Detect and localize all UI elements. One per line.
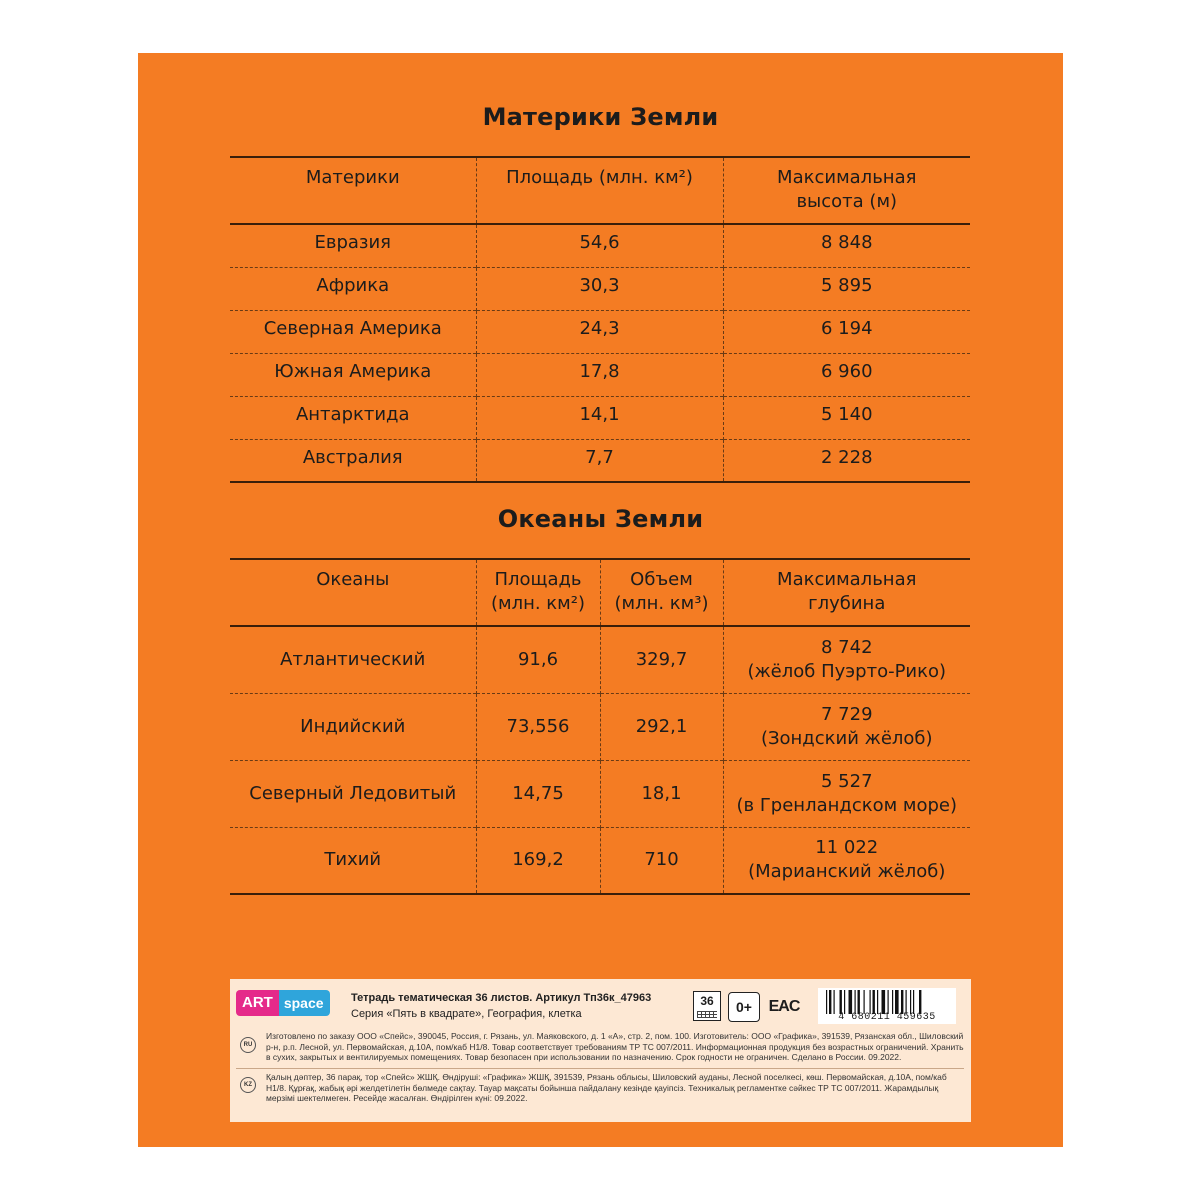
table-row bbox=[230, 693, 970, 760]
ocean-volume: 292,1 bbox=[600, 693, 723, 760]
ocean-area: 73,556 bbox=[476, 693, 600, 760]
table-row bbox=[230, 396, 970, 439]
notebook-cover bbox=[138, 53, 1063, 1147]
header-continents: Материки bbox=[305, 167, 400, 188]
continent-name: Евразия bbox=[314, 232, 392, 253]
table-row bbox=[230, 267, 970, 310]
info-text-kz: Қалың дәптер, 36 парақ, тор «Спейс» ЖШҚ. Өндіруші: «Графика» ЖШҚ, 391539, Рязань облысы, Шиловский ауданы, Лесной поселкесі, көш. Первомайская, д.10А, пом/каб Н1/8. Құрғақ, жабық әрі желдетілетін бөлмеде сақтау. Тауар мақсаты бойынша пайдалану кезінде қауіпсіз. Техникалық регламентке сәйкес ТР ТС 007/2011. Жарамдылық мерзімі шектелмеген. Ресейде жасалған. Өндірілген күні: 09.2022. bbox=[266, 1072, 947, 1103]
ocean-volume: 329,7 bbox=[600, 626, 723, 693]
continents-title: Материки Земли bbox=[482, 103, 719, 131]
header-ocean-volume: Объем (млн. км³) bbox=[600, 559, 723, 626]
continent-height: 5 140 bbox=[723, 396, 970, 439]
ocean-name: Тихий bbox=[324, 849, 382, 871]
product-label bbox=[230, 979, 971, 1122]
divider bbox=[236, 1068, 964, 1069]
ocean-depth bbox=[723, 827, 970, 894]
table-row bbox=[230, 626, 970, 693]
depth-value: 11 022 bbox=[815, 837, 879, 859]
continent-name: Австралия bbox=[302, 446, 403, 468]
ocean-volume: 710 bbox=[600, 827, 723, 894]
oceans-title: Океаны Земли bbox=[497, 505, 704, 533]
continent-height: 6 960 bbox=[723, 353, 970, 396]
continent-area: 54,6 bbox=[476, 224, 723, 267]
continent-height: 8 848 bbox=[723, 224, 970, 267]
header-max-height: Максимальная высота (м) bbox=[723, 157, 970, 224]
ocean-name: Северный Ледовитый bbox=[249, 782, 457, 804]
product-title: Тетрадь тематическая 36 листов. Артикул Тп36к_47963 bbox=[351, 992, 652, 1004]
depth-place: (Зондский жёлоб) bbox=[760, 727, 933, 749]
ocean-name: Атлантический bbox=[280, 648, 426, 670]
table-row bbox=[230, 439, 970, 482]
barcode-number: 4 680211 459635 bbox=[838, 1012, 936, 1023]
continent-name: Северная Америка bbox=[263, 317, 442, 339]
logo-space-text: space bbox=[279, 990, 330, 1016]
table-row bbox=[230, 310, 970, 353]
depth-place: (Марианский жёлоб) bbox=[748, 861, 946, 883]
continent-height: 6 194 bbox=[723, 310, 970, 353]
depth-place: (в Гренландском море) bbox=[736, 794, 958, 816]
continents-header-row bbox=[230, 157, 970, 224]
depth-value: 5 527 bbox=[820, 770, 873, 792]
ocean-area: 91,6 bbox=[476, 626, 600, 693]
ocean-name: Индийский bbox=[300, 715, 406, 737]
grid-icon bbox=[697, 1011, 717, 1018]
ocean-depth bbox=[723, 626, 970, 693]
product-series: Серия «Пять в квадрате», География, клетка bbox=[351, 1008, 582, 1020]
sheets-count-badge bbox=[693, 991, 721, 1021]
table-row bbox=[230, 353, 970, 396]
ocean-area: 169,2 bbox=[476, 827, 600, 894]
brand-logo bbox=[236, 990, 330, 1016]
continent-name: Южная Америка bbox=[274, 360, 432, 382]
sheets-count: 36 bbox=[700, 994, 714, 1008]
continent-name: Антарктида bbox=[295, 403, 410, 425]
logo-art-text: ART bbox=[236, 990, 279, 1016]
ocean-depth bbox=[723, 760, 970, 827]
ocean-volume: 18,1 bbox=[600, 760, 723, 827]
depth-value: 8 742 bbox=[820, 636, 873, 658]
info-text-ru: Изготовлено по заказу ООО «Спейс», 390045, Россия, г. Рязань, ул. Маяковского, д. 1 «А», стр. 2, пом. 100. Изготовитель: ООО «Графика», 391539, Рязанская обл., Шиловский р-н, р.п. Лесной, ул. Первомайская, д.10А, пом/каб Н1/8. Товар соответствует требованиям ТР ТС 007/2011. Информационная продукция без возрастных ограничений. Хранить в сухих, закрытых и вентилируемых помещениях. Товар безопасен при использовании по назначению. Срок годности не ограничен. Сделано в России. 09.2022. bbox=[266, 1031, 964, 1062]
header-max-depth: Максимальная глубина bbox=[723, 559, 970, 626]
barcode bbox=[818, 988, 956, 1024]
continent-area: 7,7 bbox=[476, 439, 723, 482]
continent-area: 14,1 bbox=[476, 396, 723, 439]
lang-ru-badge: RU bbox=[240, 1037, 256, 1053]
table-row bbox=[230, 827, 970, 894]
continent-height: 5 895 bbox=[723, 267, 970, 310]
continent-area: 30,3 bbox=[476, 267, 723, 310]
oceans-header-row bbox=[230, 559, 970, 626]
header-area: Площадь (млн. км²) bbox=[476, 157, 723, 224]
continent-height: 2 228 bbox=[723, 439, 970, 482]
ocean-area: 14,75 bbox=[476, 760, 600, 827]
lang-kz-badge: KZ bbox=[240, 1077, 256, 1093]
depth-value: 7 729 bbox=[820, 703, 873, 725]
table-row bbox=[230, 760, 970, 827]
continents-table bbox=[230, 156, 970, 483]
header-ocean-area: Площадь (млн. км²) bbox=[476, 559, 600, 626]
eac-mark-icon: EAC bbox=[768, 998, 800, 1015]
age-rating-badge: 0+ bbox=[728, 992, 760, 1022]
table-row bbox=[230, 224, 970, 267]
oceans-table bbox=[230, 558, 970, 895]
depth-place: (жёлоб Пуэрто-Рико) bbox=[747, 660, 947, 682]
continent-area: 24,3 bbox=[476, 310, 723, 353]
continent-name: Африка bbox=[316, 274, 390, 296]
continent-area: 17,8 bbox=[476, 353, 723, 396]
ocean-depth bbox=[723, 693, 970, 760]
header-oceans: Океаны bbox=[316, 569, 390, 590]
barcode-icon bbox=[826, 990, 950, 1014]
